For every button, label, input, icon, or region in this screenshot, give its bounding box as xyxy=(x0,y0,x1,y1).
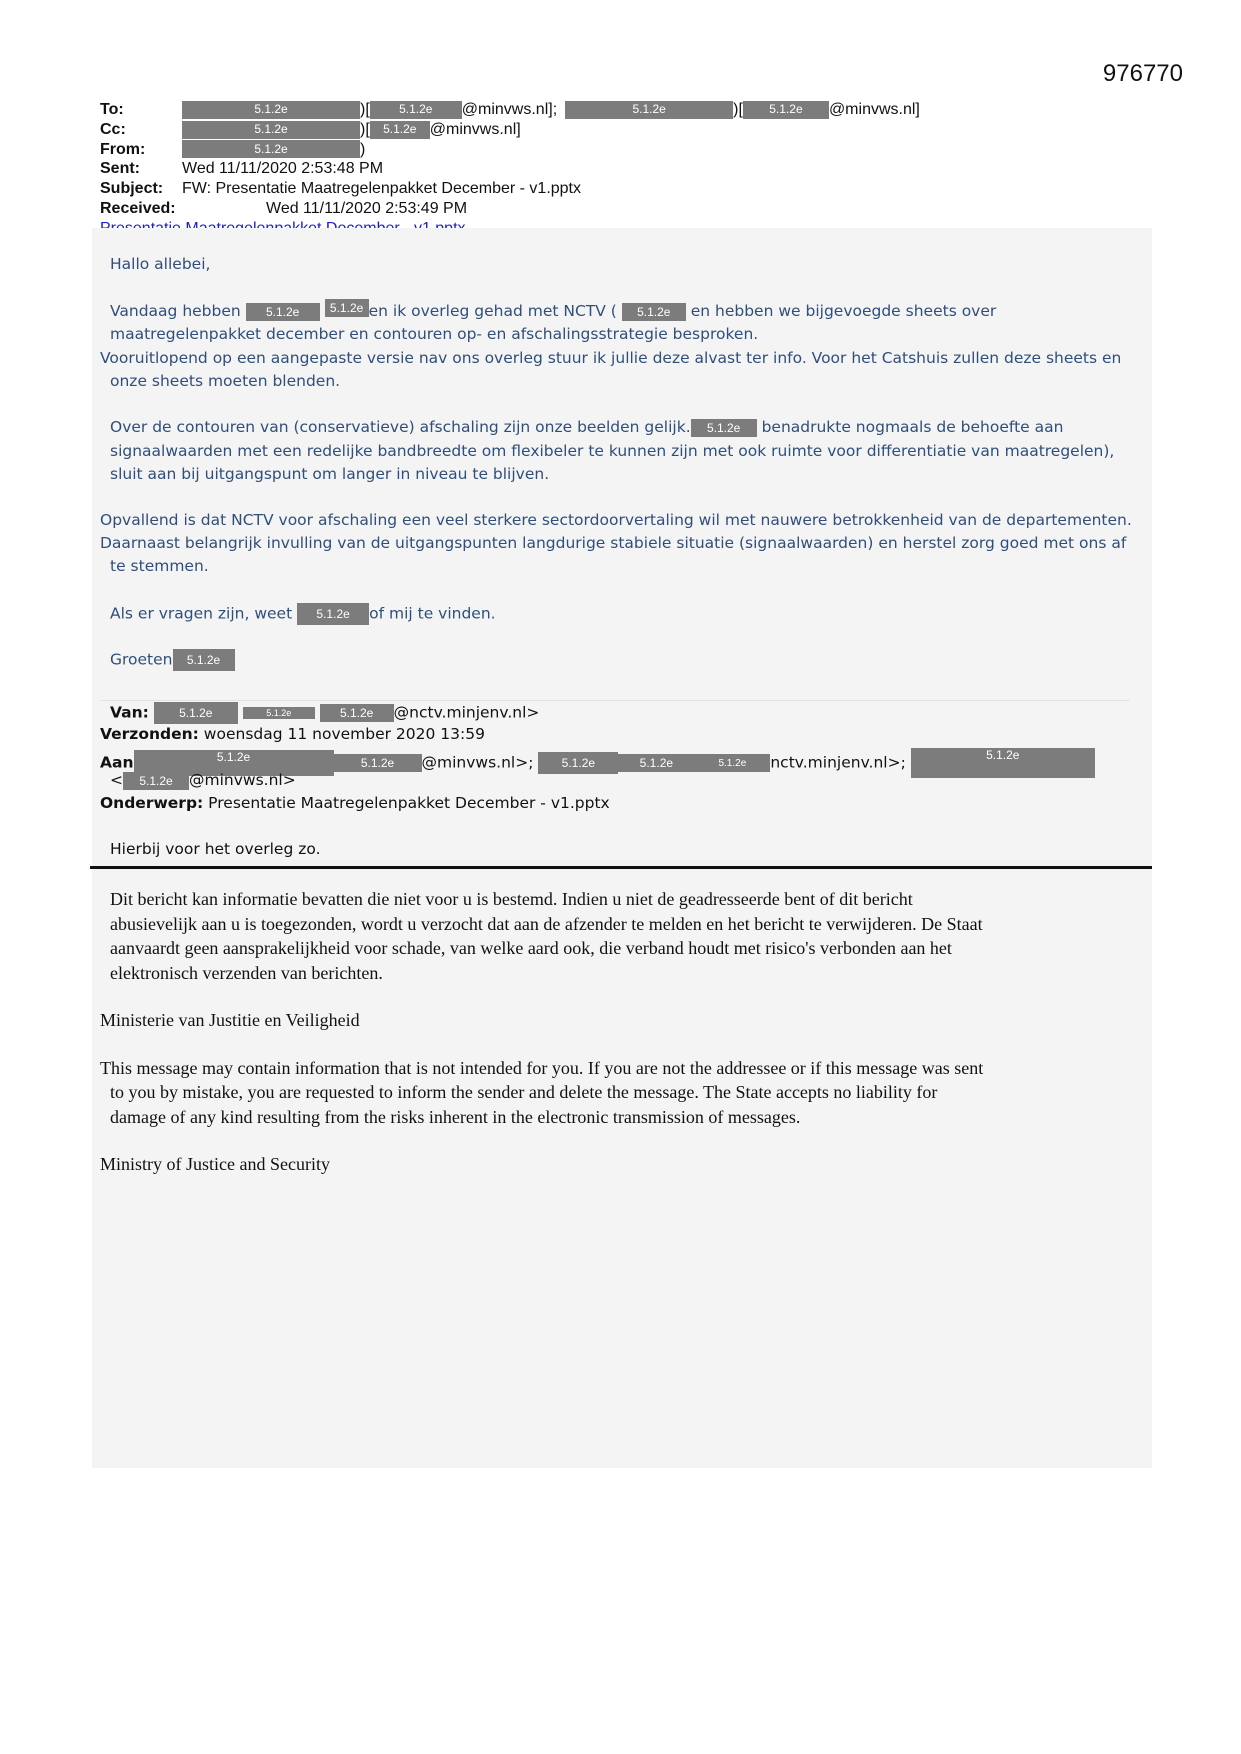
forward-onderwerp-row: Onderwerp: Presentatie Maatregelenpakket December - v1.pptx xyxy=(100,794,610,812)
redaction-box: 5.1.2e xyxy=(622,303,686,321)
disclaimer-en-line-2: to you by mistake, you are requested to inform the sender and delete the message. The State accepts no liability for xyxy=(110,1082,938,1102)
redaction-box: 5.1.2e xyxy=(538,752,618,774)
redaction-box: 5.1.2e xyxy=(370,101,462,119)
paragraph-3-line-3: sluit aan bij uitgangspunt om langer in niveau te blijven. xyxy=(110,465,550,483)
received-value: Wed 11/11/2020 2:53:49 PM xyxy=(266,199,468,217)
sent-row xyxy=(100,159,1150,179)
redaction-box: 5.1.2e xyxy=(182,101,360,119)
forward-separator xyxy=(100,700,1130,701)
redaction-box: 5.1.2e xyxy=(154,702,238,724)
redaction-box: 5.1.2e xyxy=(243,707,315,719)
disclaimer-nl-org: Ministerie van Justitie en Veiligheid xyxy=(100,1010,360,1030)
paragraph-1-line-2: maatregelenpakket december en contouren op- en afschalingsstrategie besproken. xyxy=(110,325,759,343)
redaction-box: 5.1.2e xyxy=(123,772,189,790)
bracket-close: ) xyxy=(360,140,366,158)
disclaimer-en-line-3: damage of any kind resulting from the risks inherent in the electronic transmission of messages. xyxy=(110,1106,801,1127)
disclaimer xyxy=(100,887,1160,1177)
redaction-box: 5.1.2e xyxy=(565,101,733,119)
disclaimer-nl-line-1: Dit bericht kan informatie bevatten die niet voor u is bestemd. Indien u niet de geadresseerde bent of dit bericht xyxy=(110,889,913,909)
paragraph-2-line-2: onze sheets moeten blenden. xyxy=(110,372,341,390)
redaction-box: 5.1.2e xyxy=(297,603,369,625)
disclaimer-nl-line-3: aanvaardt geen aansprakelijkheid voor schade, van welke aard ook, die verband houdt met risico's verbonden aan het xyxy=(110,938,952,958)
to-domain-2: @minvws.nl] xyxy=(828,101,920,118)
bracket-open: )[ xyxy=(360,101,370,118)
disclaimer-nl-line-2: abusievelijk aan u is toegezonden, wordt u verzocht dat aan de afzender te melden en het bericht te verwijderen. De Staat xyxy=(110,913,983,934)
redaction-box: 5.1.2e xyxy=(618,754,694,772)
disclaimer-en-org: Ministry of Justice and Security xyxy=(100,1154,330,1174)
to-row xyxy=(100,100,1150,120)
cc-label: Cc: xyxy=(100,120,126,138)
redaction-box: 5.1.2e xyxy=(320,704,394,722)
redaction-box: 5.1.2e xyxy=(370,121,430,139)
onderwerp-label: Onderwerp: xyxy=(100,794,204,812)
to-domain: @minvws.nl]; xyxy=(461,101,558,118)
van-label: Van: xyxy=(110,703,149,722)
forward-aan-row: Aan 5.1.2e 5.1.2e @minvws.nl>; 5.1.2e 5.1.2e 5.1.2e nctv.minjenv.nl>; 5.1.2e xyxy=(100,748,1095,778)
forward-text: Hierbij voor het overleg zo. xyxy=(110,840,321,858)
sent-label: Sent: xyxy=(100,160,140,178)
subject-row xyxy=(100,179,1150,199)
paragraph-4-line-3: te stemmen. xyxy=(110,557,209,575)
redaction-box: 5.1.2e xyxy=(911,748,1095,778)
forward-verzonden-row: Verzonden: woensdag 11 november 2020 13:59 xyxy=(100,725,485,743)
redaction-box: 5.1.2e xyxy=(691,419,757,437)
closing: Groeten 5.1.2e xyxy=(110,649,235,671)
from-label: From: xyxy=(100,140,146,158)
disclaimer-nl-line-4: elektronisch verzenden van berichten. xyxy=(110,962,383,983)
paragraph-4-line-2: Daarnaast belangrijk invulling van de uitgangspunten langdurige stabiele situatie (signaalwaarden) en herstel zorg goed met ons af xyxy=(100,534,1127,552)
redaction-box: 5.1.2e xyxy=(182,121,360,139)
bracket-open: )[ xyxy=(360,120,370,138)
greeting: Hallo allebei, xyxy=(110,255,211,273)
bracket-open: )[ xyxy=(733,101,743,118)
paragraph-2-line-1: Vooruitlopend op een aangepaste versie nav ons overleg stuur ik jullie deze alvast ter info. Voor het Catshuis zullen deze sheets en xyxy=(100,349,1122,367)
redaction-box: 5.1.2e xyxy=(743,101,829,119)
redaction-box: 5.1.2e xyxy=(694,754,770,772)
aan-label: Aan xyxy=(100,753,134,772)
redaction-box: 5.1.2e xyxy=(182,140,360,158)
email-header xyxy=(100,100,1150,239)
cc-row xyxy=(100,120,1150,140)
redaction-box: 5.1.2e xyxy=(334,754,422,772)
redaction-box: 5.1.2e xyxy=(325,299,369,317)
from-row xyxy=(100,140,1150,160)
paragraph-1-line-1: Vandaag hebben 5.1.2e 5.1.2e en ik overleg gehad met NCTV ( 5.1.2e en hebben we bijgevoegde sheets over xyxy=(110,300,997,320)
subject-value: FW: Presentatie Maatregelenpakket December - v1.pptx xyxy=(182,180,581,198)
sent-value: Wed 11/11/2020 2:53:48 PM xyxy=(182,160,384,178)
verzonden-label: Verzonden: xyxy=(100,725,199,743)
to-label: To: xyxy=(100,101,124,118)
disclaimer-separator xyxy=(90,866,1152,869)
cc-domain: @minvws.nl] xyxy=(429,120,521,138)
redaction-box: 5.1.2e xyxy=(173,649,235,671)
redaction-box: 5.1.2e xyxy=(134,750,334,776)
paragraph-3-line-2: signaalwaarden met een redelijke bandbreedte om flexibeler te kunnen zijn met ook ruimte voor differentiatie van maatregelen), xyxy=(110,442,1115,460)
forward-van-row: Van: 5.1.2e 5.1.2e 5.1.2e @nctv.minjenv.nl> xyxy=(110,702,539,724)
received-row xyxy=(100,199,1150,219)
paragraph-4-line-1: Opvallend is dat NCTV voor afschaling een veel sterkere sectordoorvertaling wil met nauwere betrokkenheid van de departementen. xyxy=(100,511,1132,529)
paragraph-3-line-1: Over de contouren van (conservatieve) afschaling zijn onze beelden gelijk. 5.1.2e benadrukte nogmaals de behoefte aan xyxy=(110,418,1064,436)
subject-label: Subject: xyxy=(100,180,164,198)
received-label: Received: xyxy=(100,199,176,217)
disclaimer-en-line-1: This message may contain information that is not intended for you. If you are not the addressee or if this message was sent xyxy=(100,1057,984,1078)
forward-aan-row-2: < 5.1.2e @minvws.nl> xyxy=(110,771,296,789)
redaction-box: 5.1.2e xyxy=(246,303,320,321)
document-number: 976770 xyxy=(1102,60,1183,87)
paragraph-5: Als er vragen zijn, weet 5.1.2e of mij te vinden. xyxy=(110,603,496,625)
